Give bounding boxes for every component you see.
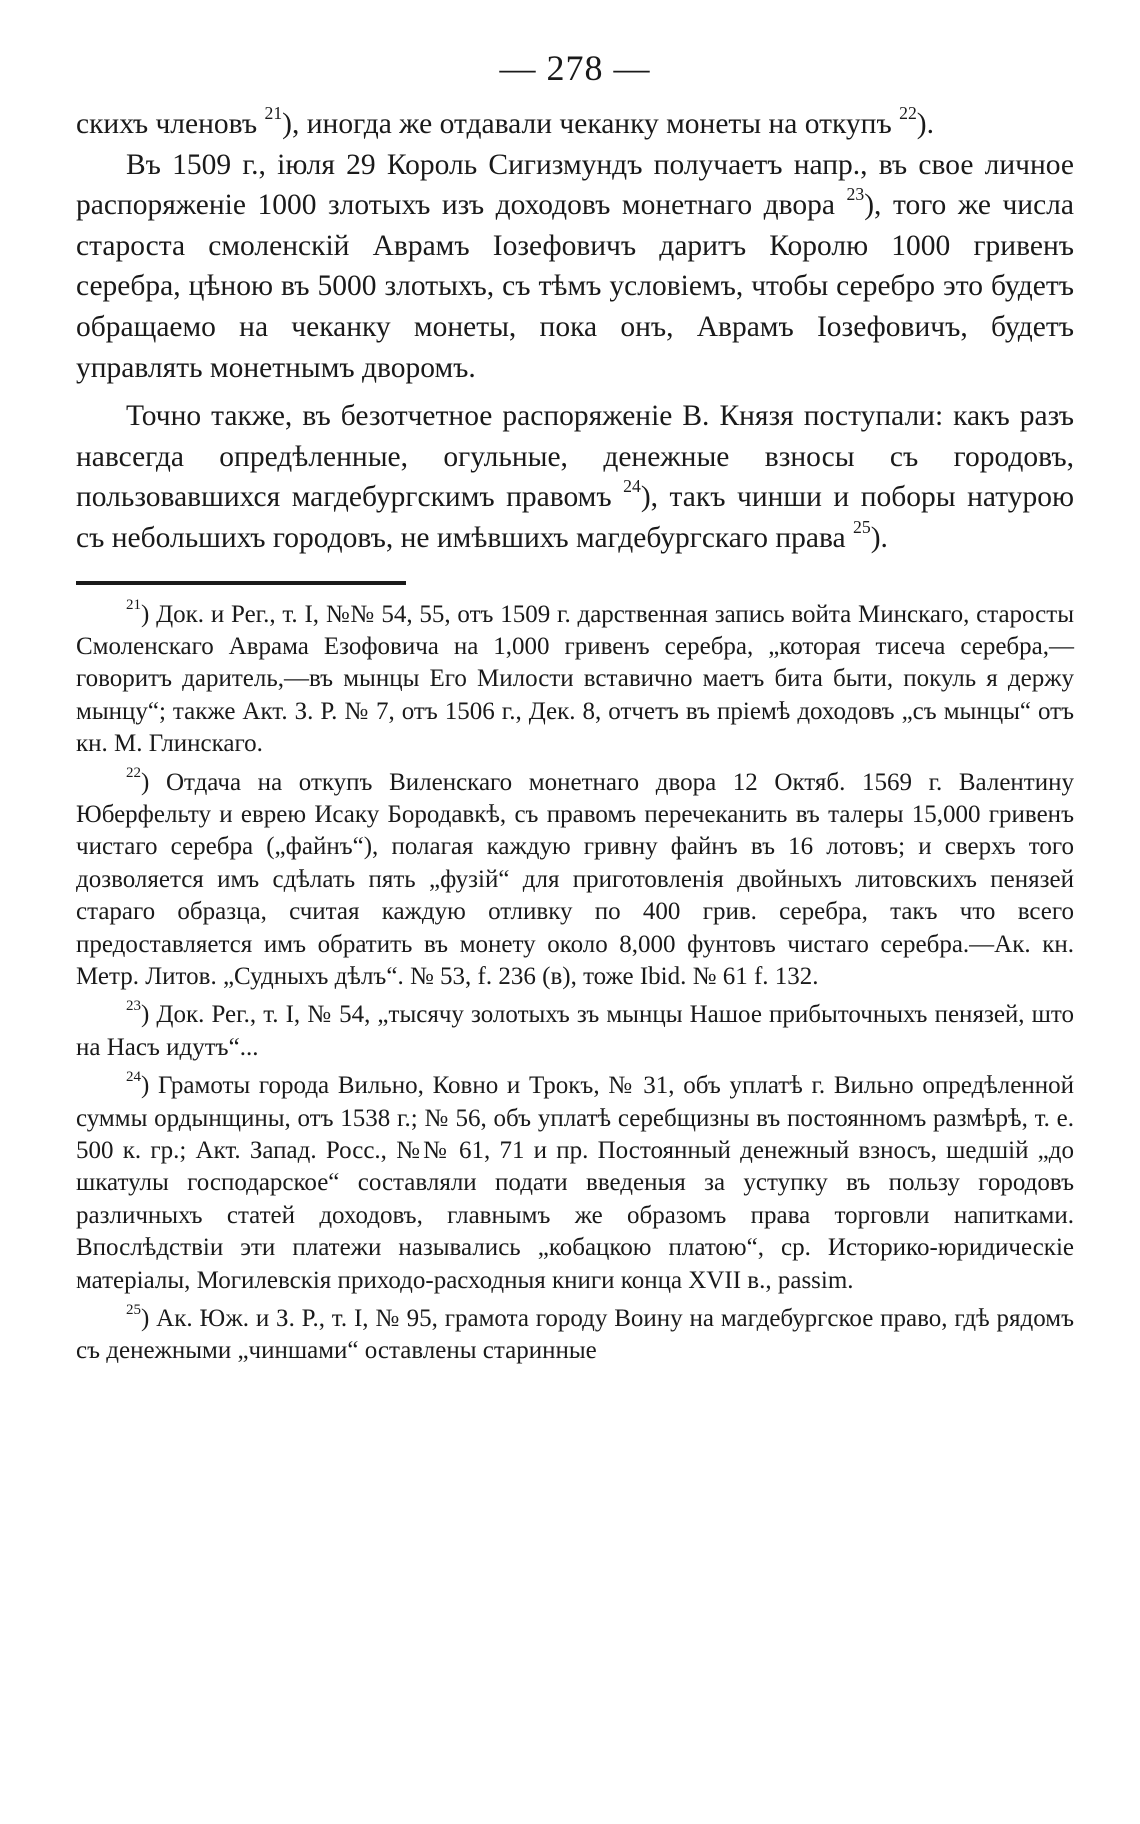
footnote-text: ) Док. и Рег., т. I, №№ 54, 55, отъ 1509 г. дарственная запись войта Минскаго, старосты Смоленскаго Аврама Езофовича на 1,000 гривенъ серебра, „которая тисеча серебра,—говоритъ даритель,—въ мынцы Его Милости вставично маетъ бита быти, покуль я держу мынцу“; также Акт. З. Р. № 7, отъ 1506 г., Дек. 8, отчетъ въ пріемѣ доходовъ „съ мынцы“ отъ кн. М. Глинскаго. [76,600,1074,758]
footnote-number: 23 [126,998,141,1015]
footnote-ref[interactable]: 25 [853,516,871,537]
footnote-25 [76,1303,1074,1368]
paragraph-1 [76,104,1074,145]
footnote-number: 25 [126,1301,141,1318]
paragraph-text: Точно также, въ безотчетное распоряженіе В. Князя поступали: какъ разъ навсегда опредѣленные, огульные, денежные взносы съ городовъ, пользовавшихся магдебургскимъ правомъ [76,400,1074,514]
footnote-ref[interactable]: 21 [264,102,283,123]
paragraph-text: скихъ членовъ [76,108,265,140]
footnote-21 [76,599,1074,761]
paragraph-text: ), такъ чинши и поборы натурою съ небольшихъ городовъ, не имѣвшихъ магдебургскаго права [76,481,1075,554]
page-number: — 278 — [499,48,651,88]
footnote-text: ) Отдача на откупъ Виленскаго монетнаго двора 12 Октяб. 1569 г. Валентину Юберфельту и еврею Исаку Бородавкѣ, съ правомъ перечеканить въ талеры 15,000 гривенъ чистаго серебра („файнъ“), полагая каждую гривну файнъ въ 16 лотовъ; и сверхъ того дозволяется имъ сдѣлать пять „фузій“ для приготовленія двойныхъ литовскихъ пенязей стараго образца, считая каждую отливку по 400 грив. серебра, такъ что всего предоставляется имъ обратить въ монету около 8,000 фунтовъ чистаго серебра.—Ак. кн. Метр. Литов. „Судныхъ дѣлъ“. № 53, f. 236 (в), тоже Ibid. № 61 f. 132. [76,768,1074,990]
footnote-text: ) Ак. Юж. и З. Р., т. I, № 95, грамота городу Воину на магдебургское право, гдѣ рядомъ съ денежными „чиншами“ оставлены старинные [76,1305,1074,1365]
document-page [76,44,1074,1374]
footnote-number: 21 [126,597,141,614]
paragraph-text: ), иногда же отдавали чеканку монеты на откупъ [282,108,900,140]
footnote-number: 22 [126,765,141,782]
paragraph-text: ). [916,108,934,140]
footnote-number: 24 [126,1068,141,1085]
main-text [76,104,1074,559]
footnote-24 [76,1070,1074,1297]
paragraph-text: ), того же числа староста смоленскій Аврамъ Іозефовичъ даритъ Королю 1000 гривенъ серебра, цѣною въ 5000 злотыхъ, съ тѣмъ условіемъ, чтобы серебро это будетъ обращаемо на чеканку монеты, пока онъ, Аврамъ Іозефовичъ, будетъ управлять монетнымъ дворомъ. [76,189,1075,384]
paragraph-2 [76,145,1074,389]
footnote-23 [76,999,1074,1064]
paragraph-3 [76,396,1074,558]
footnote-text: ) Док. Рег., т. I, № 54, „тысячу золотыхъ зъ мынцы Нашое прибыточныхъ пенязей, што на Насъ идутъ“... [76,1001,1074,1061]
paragraph-text: Въ 1509 г., іюля 29 Король Сигизмундъ получаетъ напр., въ свое личное распоряженіе 1000 злотыхъ изъ доходовъ монетнаго двора [76,148,1074,222]
footnote-ref[interactable]: 24 [623,475,641,496]
footnote-ref[interactable]: 23 [846,183,865,204]
footnote-divider [76,581,406,585]
footnote-ref[interactable]: 22 [899,102,917,123]
footnote-text: ) Грамоты города Вильно, Ковно и Трокъ, № 31, объ уплатѣ г. Вильно опредѣленной суммы ордынщины, отъ 1538 г.; № 56, объ уплатѣ серебщизны въ постоянномъ размѣрѣ, т. е. 500 к. гр.; Акт. Запад. Росс., №№ 61, 71 и пр. Постоянный денежный взносъ, шедшій „до шкатулы господарское“ составляли подати введеныя за уступку въ пользу городовъ различныхъ статей доходовъ, главнымъ же образомъ права торговли напитками. Впослѣдствіи эти платежи назывались „кобацкою платою“, ср. Историко-юридическіе матеріалы, Могилевскія приходо-расходныя книги конца XVII в., passim. [76,1072,1074,1294]
footnote-22 [76,767,1074,994]
paragraph-text: ). [870,521,888,554]
footnotes [76,599,1074,1368]
